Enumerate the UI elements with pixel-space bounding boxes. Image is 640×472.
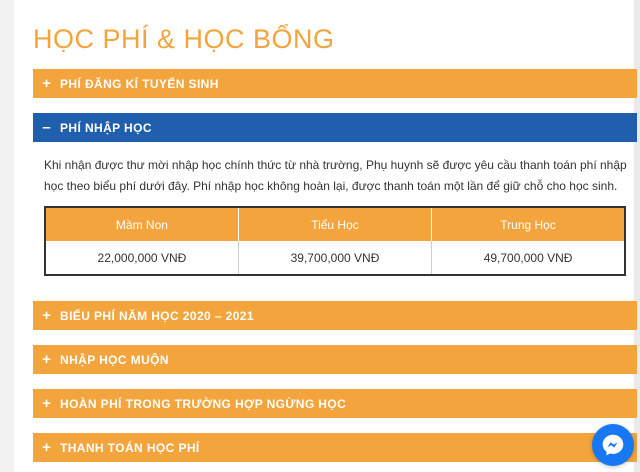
expand-plus-icon: + [42,439,51,456]
accordion-title: HOÀN PHÍ TRONG TRƯỜNG HỢP NGỪNG HỌC [60,396,347,411]
table-header-cell: Mầm Non [45,207,238,241]
accordion-title: NHẬP HỌC MUỘN [60,352,169,367]
messenger-icon [600,432,626,458]
collapse-minus-icon: – [42,119,51,136]
table-header-cell: Tiểu Học [238,207,431,241]
expand-plus-icon: + [42,75,51,92]
table-header-row [45,207,625,241]
accordion-title: THANH TOÁN HỌC PHÍ [60,440,200,455]
expand-plus-icon: + [42,307,51,324]
table-cell: 39,700,000 VNĐ [238,241,431,275]
accordion-item-payment[interactable] [33,433,637,462]
expand-plus-icon: + [42,395,51,412]
accordion-item-registration-fee[interactable] [33,69,637,98]
table-row [45,241,625,275]
admission-fee-description: Khi nhận được thư mời nhập học chính thức từ nhà trường, Phụ huynh sẽ được yêu cầu thanh toán phí nhập học theo biểu phí dưới đây. Phí nhập học không hoàn lại, được thanh toán một lần để giữ chỗ cho học sinh. [44,158,627,193]
expand-plus-icon: + [42,351,51,368]
page-title: HỌC PHÍ & HỌC BỔNG [33,24,335,55]
accordion-title: BIỂU PHÍ NĂM HỌC 2020 – 2021 [60,308,254,323]
table-cell: 22,000,000 VNĐ [45,241,238,275]
messenger-chat-button[interactable] [592,424,634,466]
accordion-item-tuition-schedule[interactable] [33,301,637,330]
accordion-item-admission-fee[interactable] [33,113,637,142]
accordion-item-late-enrollment[interactable] [33,345,637,374]
table-cell: 49,700,000 VNĐ [432,241,625,275]
accordion-item-refund[interactable] [33,389,637,418]
table-header-cell: Trung Học [432,207,625,241]
accordion-title: PHÍ ĐĂNG KÍ TUYỂN SINH [60,76,219,91]
admission-fee-table [44,206,626,276]
left-margin-strip [0,0,14,472]
accordion-title: PHÍ NHẬP HỌC [60,120,152,135]
